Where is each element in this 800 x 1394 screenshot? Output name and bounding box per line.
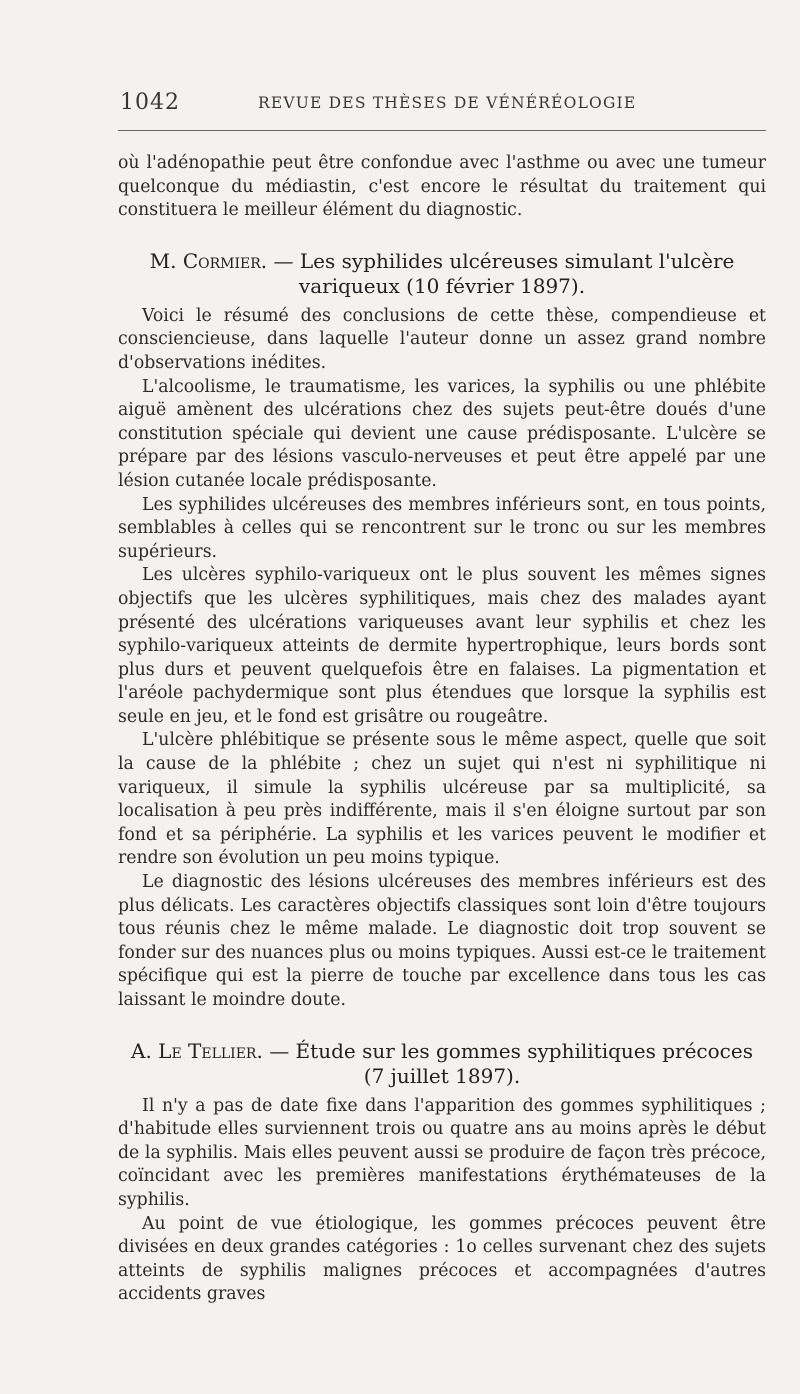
page-header	[118, 84, 766, 124]
paragraph: Les syphilides ulcéreuses des membres inférieurs sont, en tous points, semblables à celles qui se rencontrent sur le tronc ou sur les membres supérieurs.	[118, 494, 766, 562]
author-initial: A.	[131, 1038, 152, 1063]
page-number: 1042	[120, 90, 180, 115]
author-name: Cormier.	[182, 248, 268, 273]
paragraph: Voici le résumé des conclusions de cette thèse, compendieuse et consciencieuse, dans laquelle l'auteur donne un assez grand nombre d'observations inédites.	[118, 305, 766, 373]
thesis-title: — Étude sur les gommes syphilitiques précoces (7 juillet 1897).	[262, 1038, 753, 1088]
page-body	[118, 152, 766, 1307]
thesis-title: — Les syphilides ulcéreuses simulant l'ulcère variqueux (10 février 1897).	[267, 248, 735, 298]
paragraph: Le diagnostic des lésions ulcéreuses des membres inférieurs est des plus délicats. Les caractères objectifs classiques sont loin d'être toujours tous réunis chez le même malade. Le diagnostic doit trop souvent se fonder sur des nuances plus ou moins typiques. Aussi est-ce le traitement spécifique qui est la pierre de touche par excellence dans tous les cas laissant le moindre doute.	[118, 872, 766, 1010]
author-initial: M.	[149, 248, 177, 273]
section-heading-le-tellier	[118, 1039, 766, 1089]
paragraph: Il n'y a pas de date fixe dans l'apparition des gommes syphilitiques ; d'habitude elles surviennent trois ou quatre ans au moins après le début de la syphilis. Mais elles peuvent aussi se produire de façon très précoce, coïncidant avec les premières manifestations érythémateuses de la syphilis.	[118, 1095, 766, 1210]
intro-paragraph: où l'adénopathie peut être confondue avec l'asthme ou avec une tumeur quelconque du médiastin, c'est encore le résultat du traitement qui constituera le meilleur élément du diagnostic.	[118, 153, 766, 221]
running-title: REVUE DES THÈSES DE VÉNÉRÉOLOGIE	[258, 94, 637, 112]
paragraph: Les ulcères syphilo-variqueux ont le plus souvent les mêmes signes objectifs que les ulcères syphilitiques, mais chez des malades ayant présenté des ulcérations variqueuses avant leur syphilis et chez les syphilo-variqueux atteints de dermite hypertrophique, leurs bords sont plus durs et peuvent quelquefois être en falaises. La pigmentation et l'aréole pachydermique sont plus étendues que lorsque la syphilis est seule en jeu, et le fond est grisâtre ou rougeâtre.	[118, 565, 766, 727]
header-rule	[118, 130, 766, 131]
paragraph: Au point de vue étiologique, les gommes précoces peuvent être divisées en deux grandes catégories : 1o celles survenant chez des sujets atteints de syphilis malignes précoces et accompagnées d'autres accidents graves	[118, 1213, 766, 1305]
paragraph: L'ulcère phlébitique se présente sous le même aspect, quelle que soit la cause de la phlébite ; chez un sujet qui n'est ni syphilitique ni variqueux, il simule la syphilis ulcéreuse par sa multiplicité, sa localisation à peu près indifférente, mais il s'en éloigne surtout par son fond et sa périphérie. La syphilis et les varices peuvent le modifier et rendre son évolution un peu moins typique.	[118, 730, 766, 869]
paragraph: L'alcoolisme, le traumatisme, les varices, la syphilis ou une phlébite aiguë amènent des ulcérations chez des sujets peut-être doués d'une constitution spéciale qui devient une cause prédisposante. L'ulcère se prépare par des lésions vasculo-nerveuses et peut être appelé par une lésion cutanée locale prédisposante.	[118, 376, 766, 491]
section-heading-cormier	[118, 249, 766, 299]
author-name: Le Tellier.	[158, 1038, 263, 1063]
